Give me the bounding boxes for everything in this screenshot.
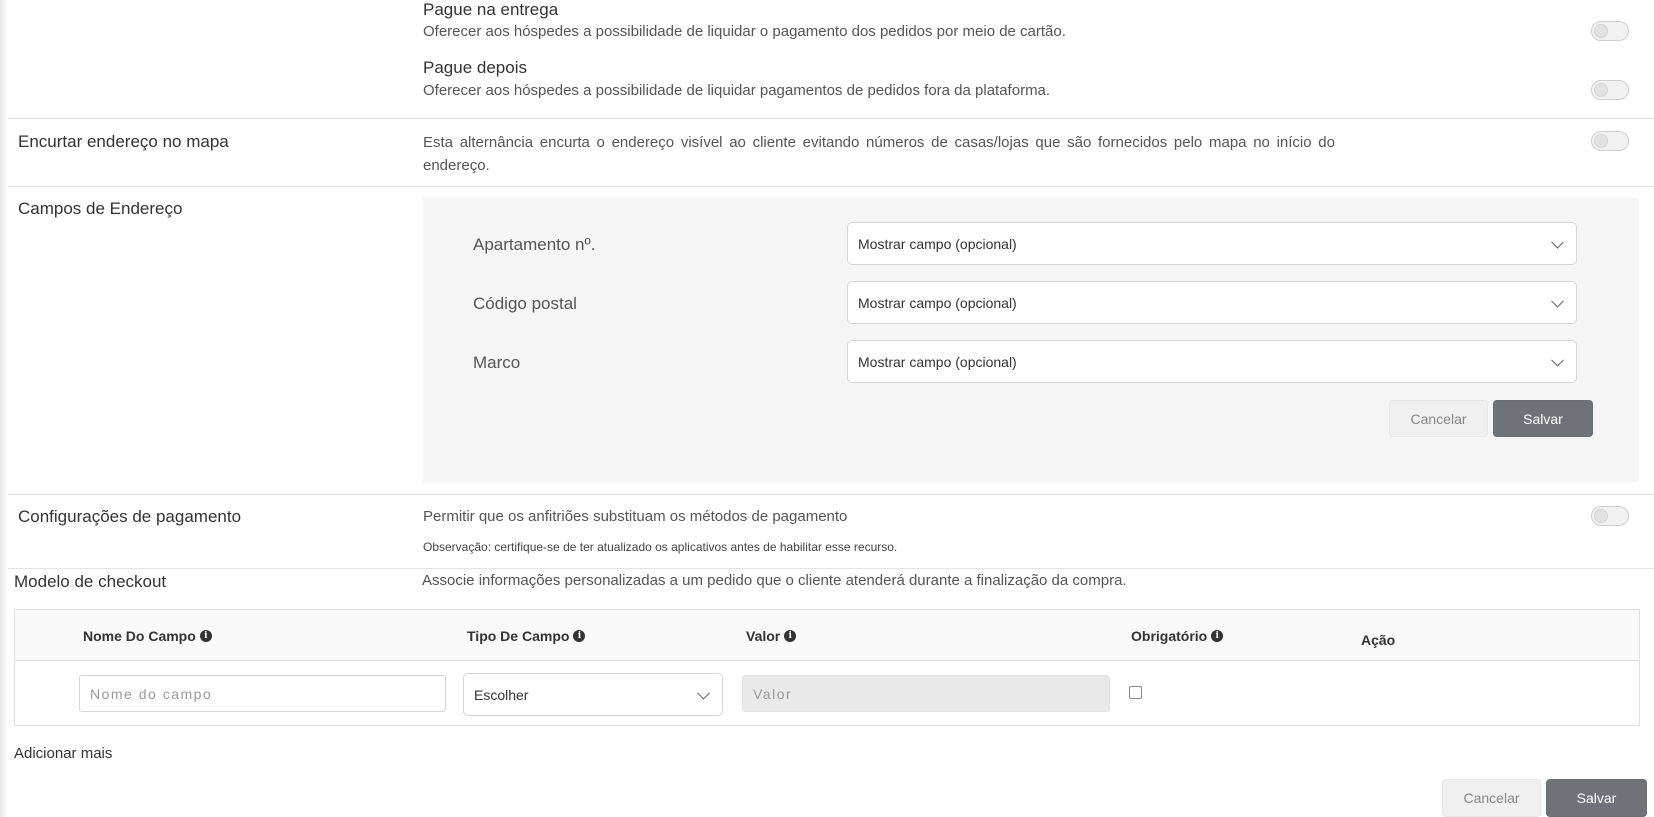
pay-on-delivery-description: Oferecer aos hóspedes a possibilidade de liquidar o pagamento dos pedidos por meio de cartão. (423, 23, 1066, 40)
apartment-number-select[interactable] (847, 222, 1577, 265)
divider (8, 494, 1654, 495)
pay-later-toggle[interactable] (1591, 80, 1629, 100)
column-header-required (1131, 610, 1223, 661)
pay-on-delivery-toggle[interactable] (1591, 21, 1629, 41)
divider (8, 568, 1654, 569)
landmark-label: Marco (473, 353, 521, 372)
checkout-cancel-button[interactable]: Cancelar (1442, 779, 1541, 817)
select-value: Mostrar campo (opcional) (858, 294, 1017, 311)
address-fields-label: Campos de Endereço (18, 199, 183, 218)
info-icon: i (784, 630, 796, 642)
field-type-select[interactable] (463, 673, 723, 716)
column-header-action (1361, 614, 1395, 665)
select-value: Escolher (474, 686, 529, 703)
pay-later-description: Oferecer aos hóspedes a possibilidade de liquidar pagamentos de pedidos fora da plataforma. (423, 82, 1051, 99)
left-edge-shadow (0, 0, 8, 817)
pay-later-title: Pague depois (423, 58, 527, 77)
column-header-field-name (83, 610, 212, 661)
payment-settings-description: Permitir que os anfitriões substituam os métodos de pagamento (423, 508, 848, 525)
select-value: Mostrar campo (opcional) (858, 353, 1017, 370)
address-fields-panel (423, 198, 1639, 482)
column-label: Valor (746, 627, 781, 644)
pay-on-delivery-title: Pague na entrega (423, 0, 559, 19)
select-value: Mostrar campo (opcional) (858, 235, 1017, 252)
checkout-model-label: Modelo de checkout (14, 572, 167, 591)
divider (8, 118, 1654, 119)
postal-code-select[interactable] (847, 281, 1577, 324)
apartment-number-label: Apartamento nº. (473, 235, 596, 254)
field-value-input[interactable] (742, 675, 1110, 712)
chevron-down-icon (1551, 294, 1564, 307)
divider (8, 186, 1654, 187)
shorten-address-label: Encurtar endereço no mapa (18, 132, 229, 151)
chevron-down-icon (1551, 353, 1564, 366)
payment-settings-toggle[interactable] (1591, 506, 1629, 526)
table-header (15, 610, 1639, 661)
info-icon: i (573, 630, 585, 642)
address-cancel-button[interactable]: Cancelar (1389, 400, 1488, 437)
checkout-model-description: Associe informações personalizadas a um pedido que o cliente atenderá durante a finalização da compra. (422, 572, 1127, 589)
info-icon: i (1211, 630, 1223, 642)
toggle-knob (1594, 24, 1608, 38)
column-label: Tipo De Campo (467, 627, 570, 644)
shorten-address-toggle[interactable] (1591, 131, 1629, 151)
landmark-select[interactable] (847, 340, 1577, 383)
checkout-fields-table (14, 609, 1640, 726)
address-save-button[interactable]: Salvar (1493, 400, 1593, 437)
checkout-save-button[interactable]: Salvar (1546, 779, 1647, 817)
column-label: Ação (1361, 631, 1396, 648)
chevron-down-icon (1551, 235, 1564, 248)
column-label: Obrigatório (1131, 627, 1208, 644)
toggle-knob (1594, 134, 1608, 148)
postal-code-label: Código postal (473, 294, 577, 313)
column-header-value (746, 610, 796, 661)
toggle-knob (1594, 509, 1608, 523)
info-icon: i (200, 630, 212, 642)
add-more-link[interactable]: Adicionar mais (14, 745, 113, 762)
column-header-field-type (467, 610, 585, 661)
payment-settings-label: Configurações de pagamento (18, 507, 242, 526)
required-checkbox[interactable] (1129, 686, 1142, 699)
field-name-input[interactable] (79, 675, 446, 712)
column-label: Nome Do Campo (83, 627, 196, 644)
shorten-address-description: Esta alternância encurta o endereço visível ao cliente evitando números de casas/lojas que são fornecidos pelo mapa no início do endereço. (423, 134, 1335, 174)
toggle-knob (1594, 83, 1608, 97)
payment-settings-note: Observação: certifique-se de ter atualizado os aplicativos antes de habilitar esse recurso. (423, 540, 898, 554)
chevron-down-icon (697, 686, 710, 699)
